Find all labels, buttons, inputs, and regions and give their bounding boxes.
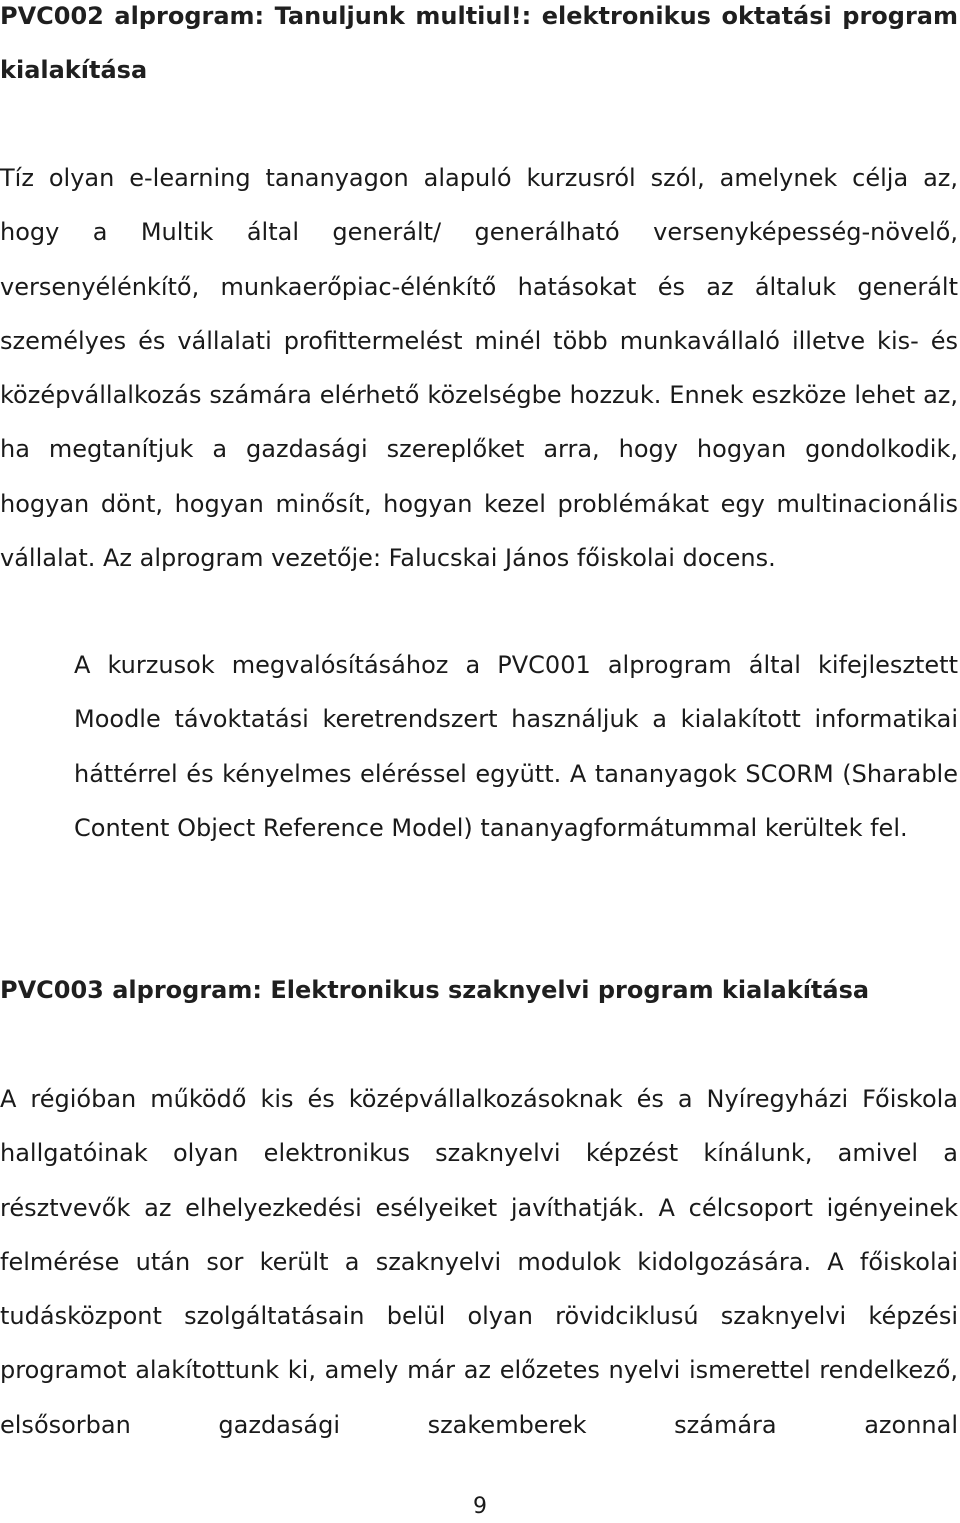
section-heading-pvc002: PVC002 alprogram: Tanuljunk multiul!: elektronikus oktatási program kialakítása xyxy=(0,2,958,84)
paragraph-pvc003-intro: A régióban működő kis és középvállalkozásoknak és a Nyíregyházi Főiskola hallgatóinak olyan elektronikus szaknyelvi képzést kínálunk, amivel a résztvevők az elhelyezkedési esélyeiket javíthatják. A célcsoport igényeinek felmérése után sor került a szaknyelvi modulok kidolgozására. A főiskolai tudásközpont szolgáltatásain belül olyan rövidciklusú szaknyelvi képzési programot alakítottunk ki, amely már az előzetes nyelvi ismerettel rendelkező, elsősorban gazdasági szakemberek számára azonnal xyxy=(0,1085,958,1439)
paragraph-pvc002-moodle: A kurzusok megvalósításához a PVC001 alprogram által kifejlesztett Moodle távoktatási keretrendszert használjuk a kialakított informatikai háttérrel és kényelmes eléréssel együtt. A tananyagok SCORM (Sharable Content Object Reference Model) tananyagformátummal kerültek fel. xyxy=(74,651,958,842)
section-heading-pvc003: PVC003 alprogram: Elektronikus szaknyelvi program kialakítása xyxy=(0,976,870,1004)
paragraph-pvc002-intro: Tíz olyan e-learning tananyagon alapuló kurzusról szól, amelynek célja az, hogy a Multik által generált/ generálható versenyképesség-növelő, versenyélénkítő, munkaerőpiac-élénkítő hatásokat és az általuk generált személyes és vállalati profittermelést minél több munkavállaló illetve kis- és középvállalkozás számára elérhető közelségbe hozzuk. Ennek eszköze lehet az, ha megtanítjuk a gazdasági szereplőket arra, hogy hogyan gondolkodik, hogyan dönt, hogyan minősít, hogyan kezel problémákat egy multinacionális vállalat. Az alprogram vezetője: Falucskai János főiskolai docens. xyxy=(0,164,958,573)
page-number: 9 xyxy=(473,1494,487,1519)
